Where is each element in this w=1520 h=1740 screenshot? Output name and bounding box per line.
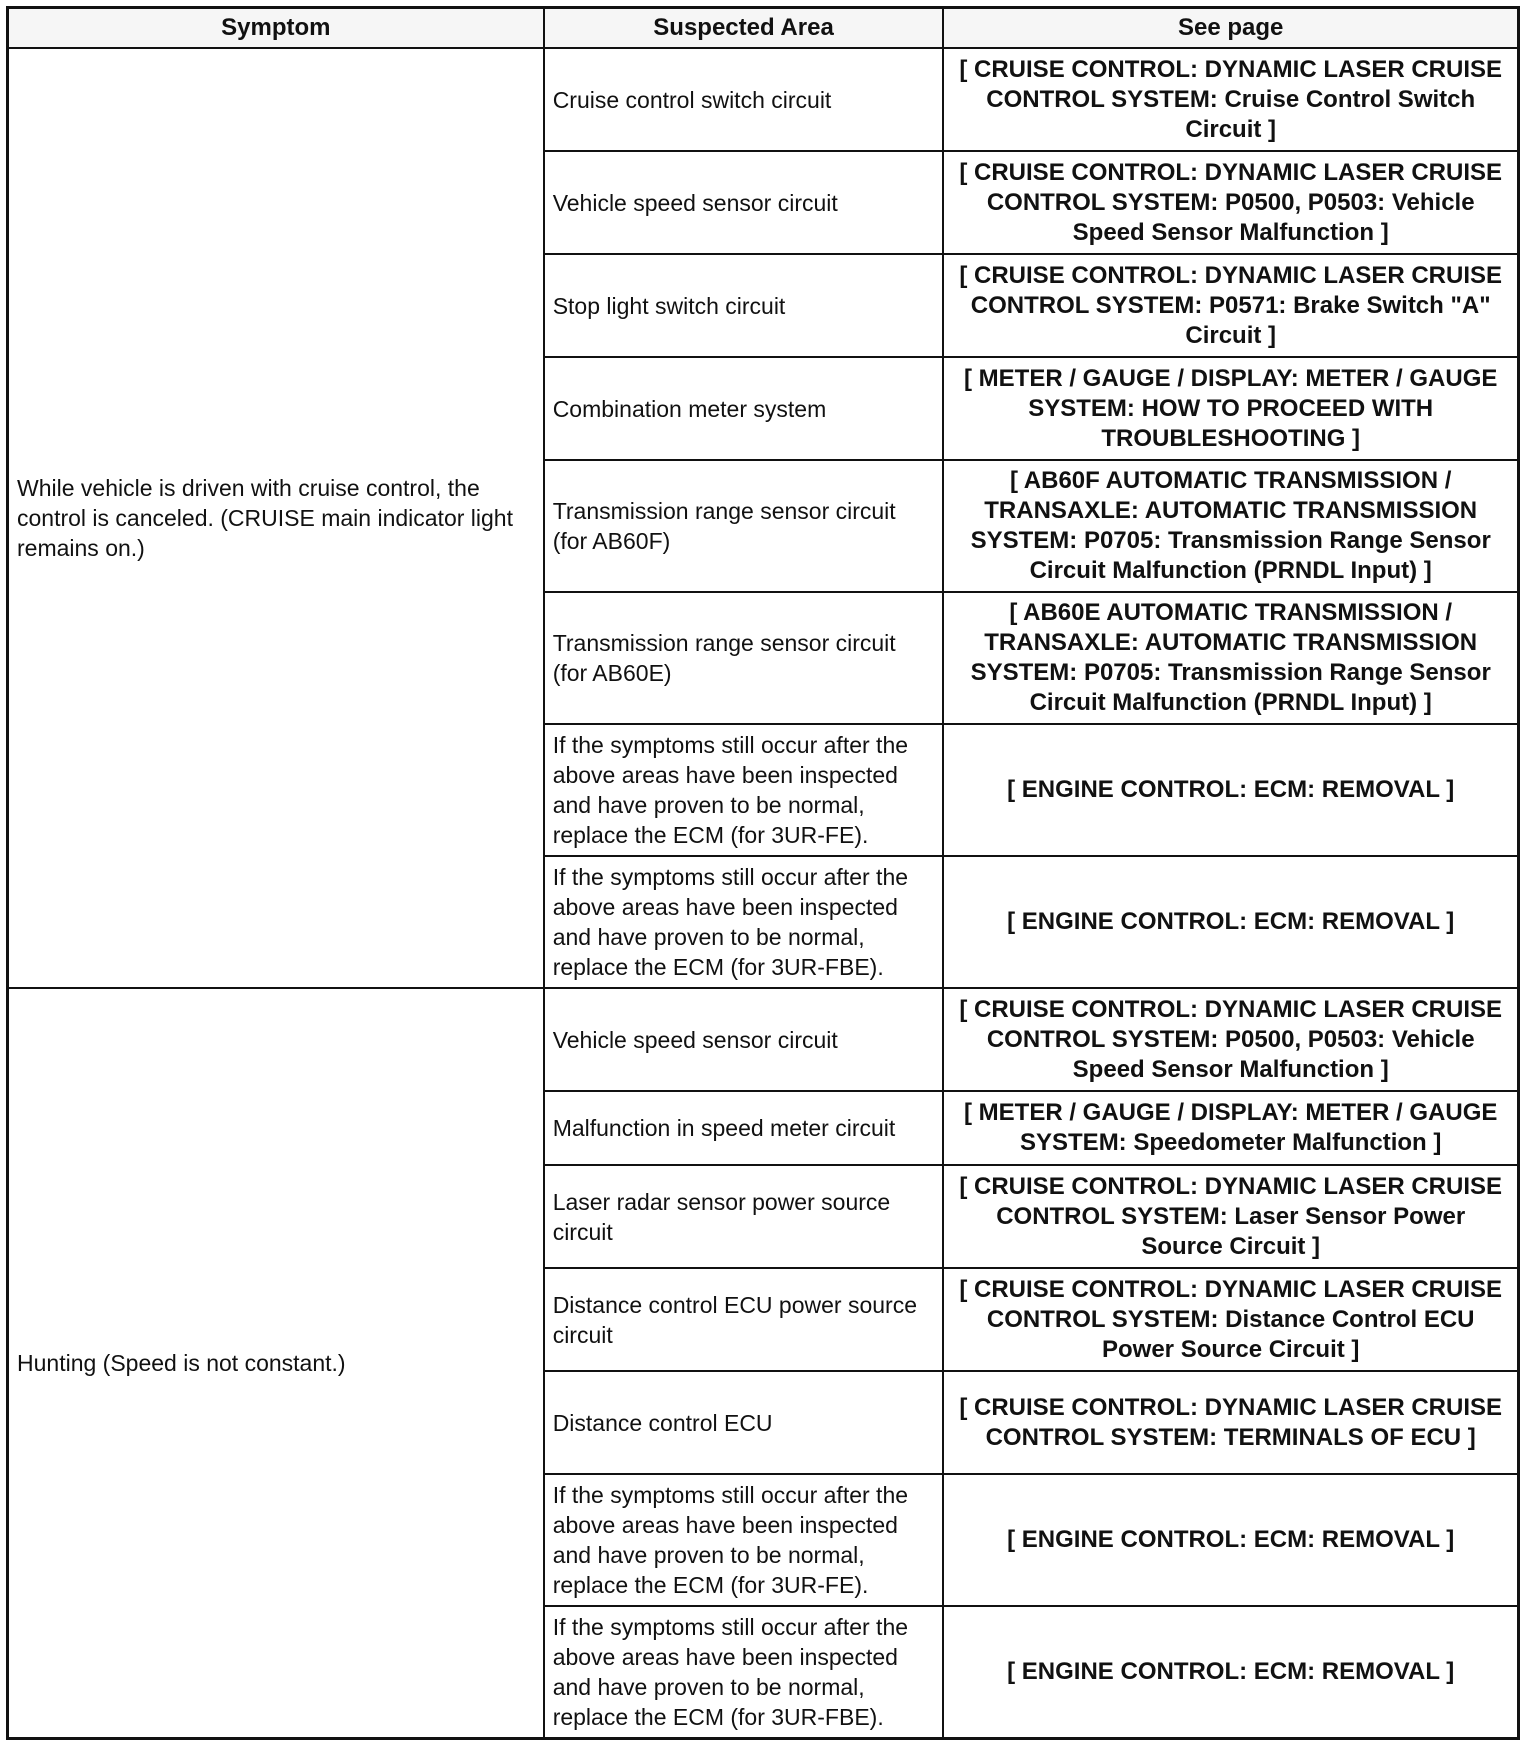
header-symptom: Symptom [8, 8, 544, 49]
suspected-area-cell: Distance control ECU [544, 1371, 944, 1474]
table-row [8, 988, 1519, 1091]
see-page-cell: [ ENGINE CONTROL: ECM: REMOVAL ] [943, 1606, 1518, 1738]
suspected-area-cell: Cruise control switch circuit [544, 48, 944, 151]
symptom-cell: Hunting (Speed is not constant.) [8, 988, 544, 1738]
suspected-area-cell: Vehicle speed sensor circuit [544, 988, 944, 1091]
suspected-area-cell: If the symptoms still occur after the above areas have been inspected and have proven to be normal, replace the ECM (for 3UR-FE). [544, 1474, 944, 1606]
see-page-cell: [ ENGINE CONTROL: ECM: REMOVAL ] [943, 724, 1518, 856]
see-page-cell: [ CRUISE CONTROL: DYNAMIC LASER CRUISE CONTROL SYSTEM: Laser Sensor Power Source Circuit ] [943, 1165, 1518, 1268]
see-page-cell: [ CRUISE CONTROL: DYNAMIC LASER CRUISE CONTROL SYSTEM: P0500, P0503: Vehicle Speed Sensor Malfunction ] [943, 988, 1518, 1091]
suspected-area-cell: Transmission range sensor circuit (for AB60E) [544, 592, 944, 724]
suspected-area-cell: Vehicle speed sensor circuit [544, 151, 944, 254]
header-row [8, 8, 1519, 49]
header-see-page: See page [943, 8, 1518, 49]
suspected-area-cell: If the symptoms still occur after the above areas have been inspected and have proven to be normal, replace the ECM (for 3UR-FBE). [544, 856, 944, 988]
suspected-area-cell: Distance control ECU power source circuit [544, 1268, 944, 1371]
see-page-cell: [ CRUISE CONTROL: DYNAMIC LASER CRUISE CONTROL SYSTEM: P0500, P0503: Vehicle Speed Sensor Malfunction ] [943, 151, 1518, 254]
see-page-cell: [ ENGINE CONTROL: ECM: REMOVAL ] [943, 856, 1518, 988]
see-page-cell: [ CRUISE CONTROL: DYNAMIC LASER CRUISE CONTROL SYSTEM: TERMINALS OF ECU ] [943, 1371, 1518, 1474]
see-page-cell: [ CRUISE CONTROL: DYNAMIC LASER CRUISE CONTROL SYSTEM: Cruise Control Switch Circuit ] [943, 48, 1518, 151]
suspected-area-cell: If the symptoms still occur after the above areas have been inspected and have proven to be normal, replace the ECM (for 3UR-FE). [544, 724, 944, 856]
suspected-area-cell: Combination meter system [544, 357, 944, 460]
see-page-cell: [ AB60E AUTOMATIC TRANSMISSION / TRANSAXLE: AUTOMATIC TRANSMISSION SYSTEM: P0705: Transmission Range Sensor Circuit Malfunction (PRNDL Input) ] [943, 592, 1518, 724]
suspected-area-cell: Stop light switch circuit [544, 254, 944, 357]
see-page-cell: [ ENGINE CONTROL: ECM: REMOVAL ] [943, 1474, 1518, 1606]
suspected-area-cell: Transmission range sensor circuit (for AB60F) [544, 460, 944, 592]
suspected-area-cell: If the symptoms still occur after the above areas have been inspected and have proven to be normal, replace the ECM (for 3UR-FBE). [544, 1606, 944, 1738]
see-page-cell: [ AB60F AUTOMATIC TRANSMISSION / TRANSAXLE: AUTOMATIC TRANSMISSION SYSTEM: P0705: Transmission Range Sensor Circuit Malfunction (PRNDL Input) ] [943, 460, 1518, 592]
header-suspected-area: Suspected Area [544, 8, 944, 49]
see-page-cell: [ METER / GAUGE / DISPLAY: METER / GAUGE SYSTEM: HOW TO PROCEED WITH TROUBLESHOOTING ] [943, 357, 1518, 460]
symptom-cell: While vehicle is driven with cruise control, the control is canceled. (CRUISE main indicator light remains on.) [8, 48, 544, 988]
table-row [8, 48, 1519, 151]
see-page-cell: [ METER / GAUGE / DISPLAY: METER / GAUGE SYSTEM: Speedometer Malfunction ] [943, 1091, 1518, 1165]
see-page-cell: [ CRUISE CONTROL: DYNAMIC LASER CRUISE CONTROL SYSTEM: P0571: Brake Switch "A" Circuit ] [943, 254, 1518, 357]
suspected-area-cell: Malfunction in speed meter circuit [544, 1091, 944, 1165]
suspected-area-cell: Laser radar sensor power source circuit [544, 1165, 944, 1268]
troubleshooting-table [6, 6, 1520, 1740]
see-page-cell: [ CRUISE CONTROL: DYNAMIC LASER CRUISE CONTROL SYSTEM: Distance Control ECU Power Source Circuit ] [943, 1268, 1518, 1371]
